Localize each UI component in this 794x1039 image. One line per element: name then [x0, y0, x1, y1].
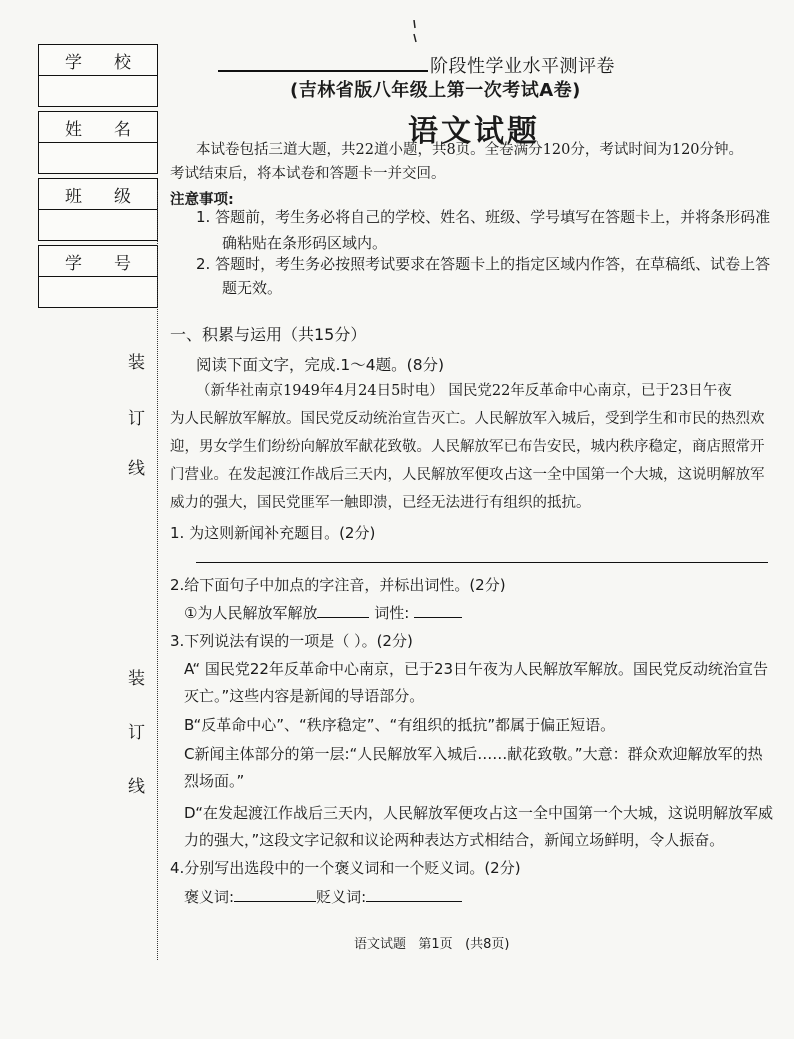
- question-2: 2.给下面句子中加点的字注音，并标出词性。(2分): [170, 576, 506, 594]
- commendatory-blank[interactable]: [234, 885, 316, 902]
- option-b: B“反革命中心”、“秩序稳定”、“有组织的抵抗”都属于偏正短语。: [184, 716, 616, 734]
- passage-line: 为人民解放军解放。国民党反动统治宣告灭亡。人民解放军入城后，受到学生和市民的热烈欢: [170, 411, 765, 427]
- derogatory-blank[interactable]: [366, 885, 462, 902]
- question-2-sub: ①为人民解放军解放 词性:: [184, 600, 462, 626]
- question-1: 1. 为这则新闻补充题目。(2分): [170, 524, 376, 542]
- passage-line: （新华社南京1949年4月24日5时电） 国民党22年反革命中心南京，已于23日午夜: [196, 383, 732, 399]
- name-label: 姓 名: [39, 112, 157, 143]
- passage-line: 迎，男女学生们纷纷向解放军献花致敬。人民解放军已布告安民，城内秩序稳定，商店照常开: [170, 439, 765, 455]
- option-d: D“在发起渡江作战后三天内，人民解放军便攻占这一全中国第一个大城，这说明解放军威: [184, 804, 773, 822]
- page-title: 语文试题: [408, 114, 540, 149]
- option-d-cont: 力的强大，”这段文字记叙和议论两种表达方式相结合，新闻立场鲜明，令人振奋。: [184, 831, 725, 849]
- binding-char: 装: [128, 669, 145, 689]
- passage-line: 威力的强大，国民党匪军一触即溃，已经无法进行有组织的抵抗。: [170, 495, 591, 511]
- binding-char: 线: [128, 777, 145, 797]
- note-item: 确粘贴在条形码区域内。: [222, 234, 388, 252]
- note-item: 1. 答题前，考生务必将自己的学校、姓名、班级、学号填写在答题卡上，并将条形码准: [196, 208, 771, 226]
- binding-char: 订: [128, 723, 145, 743]
- school-field[interactable]: [39, 76, 157, 106]
- q1-answer-line[interactable]: [196, 562, 768, 563]
- class-label: 班 级: [39, 179, 157, 210]
- option-a-cont: 灭亡。”这些内容是新闻的导语部分。: [184, 687, 425, 705]
- section-instruction: 阅读下面文字，完成.1～4题。(8分): [196, 356, 445, 374]
- student-id-label: 学 号: [39, 246, 157, 277]
- intro-line: 考试结束后，将本试卷和答题卡一并交回。: [170, 166, 446, 182]
- binding-dotted-line: [157, 190, 158, 960]
- name-field[interactable]: [39, 143, 157, 173]
- question-4-answers: 褒义词: 贬义词:: [184, 884, 462, 910]
- school-box: [38, 44, 158, 107]
- scan-mark: [412, 20, 418, 44]
- option-c-cont: 烈场面。”: [184, 772, 245, 790]
- exam-subtitle: (吉林省版八年级上第一次考试A卷): [290, 80, 581, 101]
- exam-series-title: 阶段性学业水平测评卷: [430, 56, 615, 77]
- binding-char: 订: [128, 409, 145, 429]
- pos-blank[interactable]: [414, 601, 462, 618]
- class-box: [38, 178, 158, 241]
- school-label: 学 校: [39, 45, 157, 76]
- binding-char: 装: [128, 353, 145, 373]
- page-footer: 语文试题 第1页 (共8页): [354, 937, 510, 952]
- class-field[interactable]: [39, 210, 157, 240]
- passage-line: 门营业。在发起渡江作战后三天内，人民解放军便攻占这一全中国第一个大城，这说明解放军: [170, 467, 765, 483]
- question-4: 4.分别写出选段中的一个褒义词和一个贬义词。(2分): [170, 859, 521, 877]
- pinyin-blank[interactable]: [317, 601, 369, 618]
- notes-heading: 注意事项:: [170, 192, 234, 208]
- name-box: [38, 111, 158, 174]
- student-id-field[interactable]: [39, 277, 157, 307]
- note-item: 题无效。: [222, 279, 283, 297]
- note-item: 2. 答题时，考生务必按照考试要求在答题卡上的指定区域内作答，在草稿纸、试卷上答: [196, 255, 771, 273]
- option-c: C新闻主体部分的第一层:“人民解放军入城后……献花致敬。”大意：群众欢迎解放军的热: [184, 745, 763, 763]
- question-3: 3.下列说法有误的一项是（ ）。(2分): [170, 632, 413, 650]
- intro-line: 本试卷包括三道大题，共22道小题，共8页。全卷满分120分，考试时间为120分钟。: [196, 142, 744, 158]
- option-a: A“ 国民党22年反革命中心南京，已于23日午夜为人民解放军解放。国民党反动统治宣告: [184, 660, 769, 678]
- student-id-box: [38, 245, 158, 308]
- section-heading: 一、积累与运用（共15分）: [170, 325, 367, 344]
- header-blank-line: [218, 70, 428, 72]
- binding-char: 线: [128, 459, 145, 479]
